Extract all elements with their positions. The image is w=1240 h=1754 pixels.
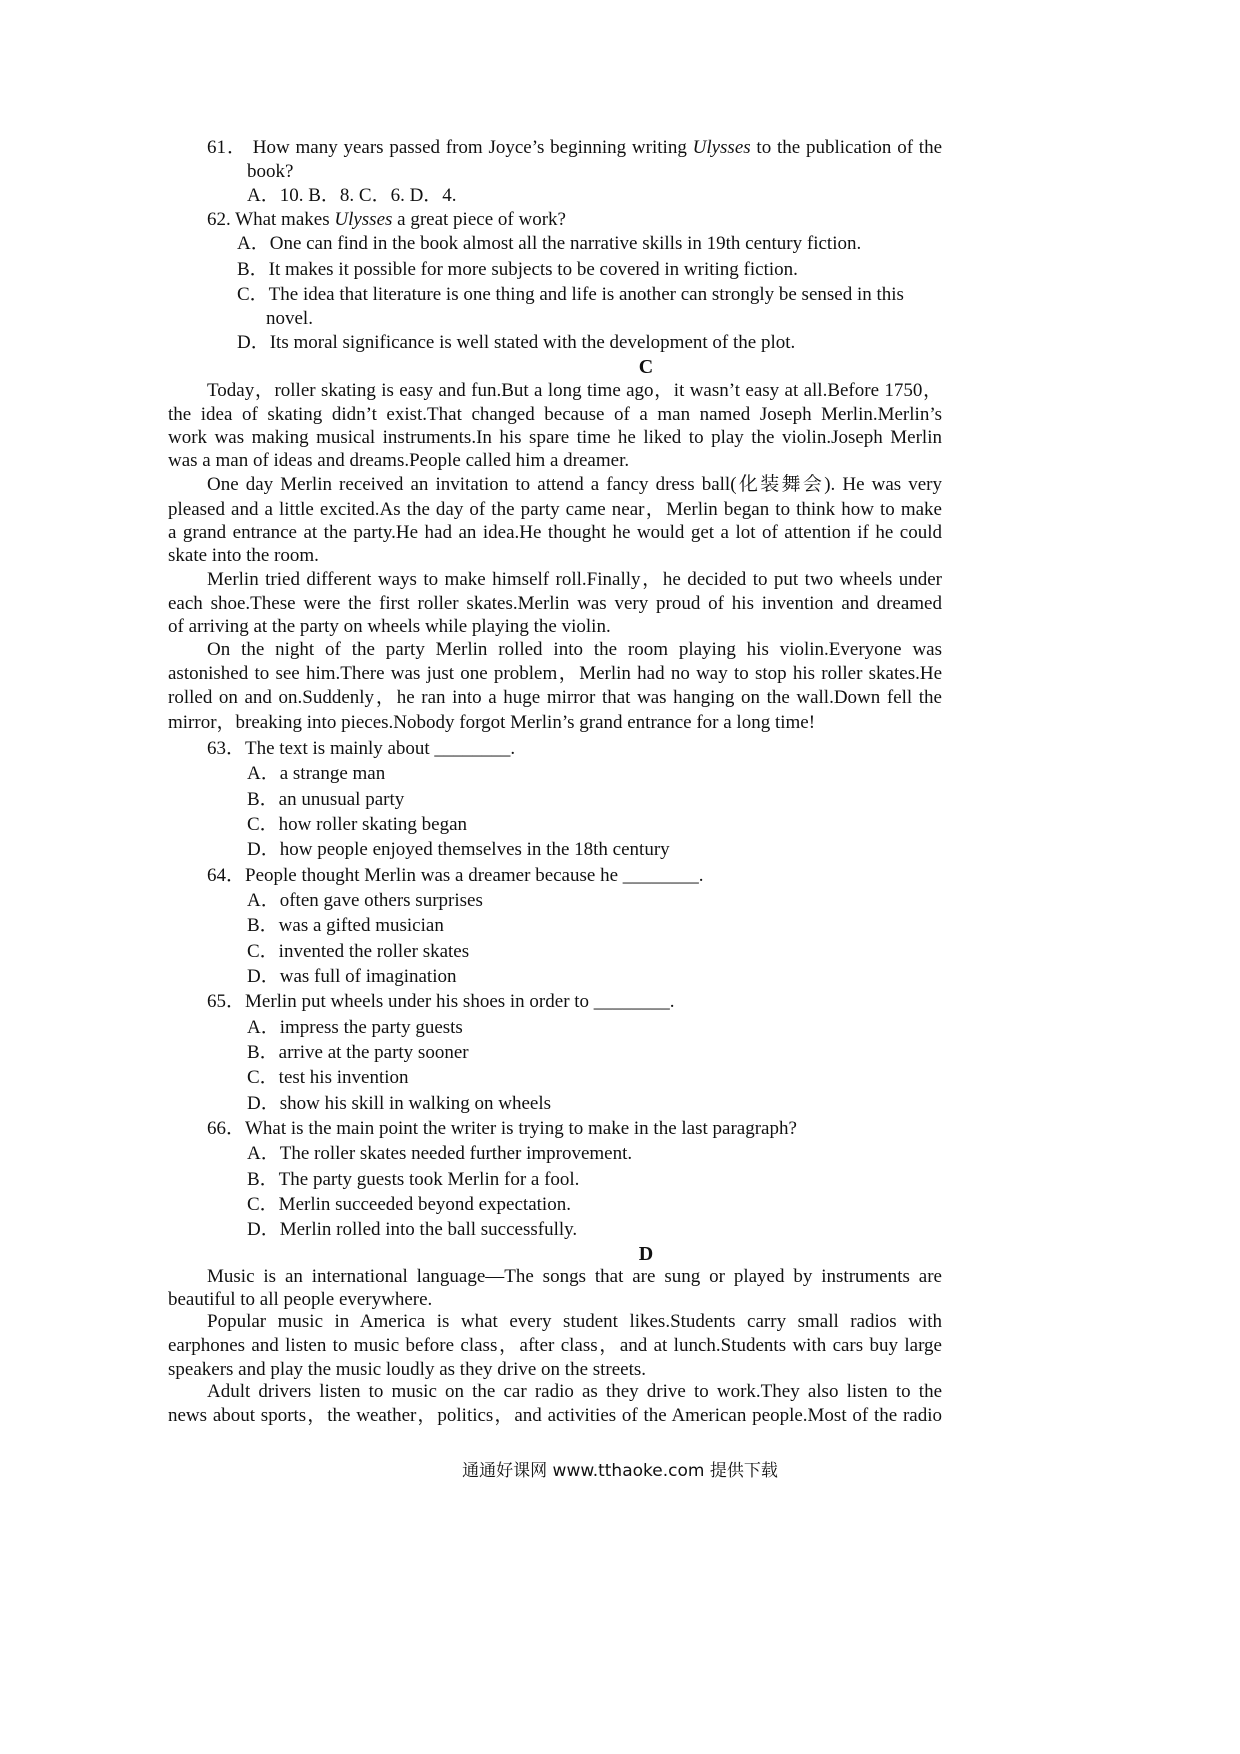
q61-stem-line2: book?: [247, 161, 294, 182]
section-d-p2-line3: speakers and play the music loudly as they drive on the streets.: [168, 1359, 647, 1380]
section-c-p4-line4: mirror，breaking into pieces.Nobody forgot Merlin’s grand entrance for a long time!: [168, 712, 816, 733]
section-c-p1-line3: work was making musical instruments.In his spare time he liked to play the violin.Joseph Merlin: [168, 427, 942, 448]
q63-option-a: A．a strange man: [247, 763, 386, 784]
section-c-heading: C: [638, 356, 654, 378]
q62-option-c-line1: C．The idea that literature is one thing and life is another can strongly be sensed in this: [237, 284, 904, 305]
q61-options: A．10. B．8. C．6. D．4.: [247, 185, 457, 206]
section-c-p4-line2: astonished to see him.There was just one problem，Merlin had no way to stop his roller skates.He: [168, 663, 942, 684]
q65-option-a: A．impress the party guests: [247, 1017, 463, 1038]
q65-stem: 65．Merlin put wheels under his shoes in order to ________.: [207, 991, 675, 1012]
q62-option-a: A．One can find in the book almost all the narrative skills in 19th century fiction.: [237, 233, 862, 254]
section-c-p4-line3: rolled on and on.Suddenly，he ran into a huge mirror that was hanging on the wall.Down fell the: [168, 687, 942, 708]
q61-stem-line1: 61． How many years passed from Joyce’s beginning writing Ulysses to the publication of the: [207, 137, 943, 158]
section-d-p2-line1: Popular music in America is what every student likes.Students carry small radios with: [207, 1311, 942, 1332]
q63-option-b: B．an unusual party: [247, 789, 405, 810]
q63-option-d: D．how people enjoyed themselves in the 18th century: [247, 839, 670, 860]
q66-option-b: B．The party guests took Merlin for a fool.: [247, 1169, 580, 1190]
section-c-p1-line2: the idea of skating didn’t exist.That changed because of a man named Joseph Merlin.Merlin’s: [168, 404, 942, 425]
q63-stem: 63．The text is mainly about ________.: [207, 738, 516, 759]
section-c-p2-line1: One day Merlin received an invitation to attend a fancy dress ball(化装舞会). He was very: [207, 474, 942, 495]
section-d-p1-line2: beautiful to all people everywhere.: [168, 1289, 433, 1310]
q62-option-c-line2: novel.: [266, 308, 313, 329]
section-c-p1-line4: was a man of ideas and dreams.People called him a dreamer.: [168, 450, 630, 471]
q65-option-b: B．arrive at the party sooner: [247, 1042, 469, 1063]
q64-option-d: D．was full of imagination: [247, 966, 457, 987]
q64-option-a: A．often gave others surprises: [247, 890, 483, 911]
q65-option-d: D．show his skill in walking on wheels: [247, 1093, 551, 1114]
q66-option-c: C．Merlin succeeded beyond expectation.: [247, 1194, 571, 1215]
page-footer: 通通好课网 www.tthaoke.com 提供下载: [462, 1461, 778, 1481]
section-d-heading: D: [638, 1243, 654, 1265]
q62-stem: 62. What makes Ulysses a great piece of work?: [207, 209, 566, 230]
q64-option-b: B．was a gifted musician: [247, 915, 444, 936]
q62-option-d: D．Its moral significance is well stated with the development of the plot.: [237, 332, 796, 353]
q65-option-c: C．test his invention: [247, 1067, 409, 1088]
section-c-p1-line1: Today，roller skating is easy and fun.But a long time ago，it wasn’t easy at all.Before 1750，: [207, 380, 942, 401]
section-c-p2-line3: a grand entrance at the party.He had an idea.He thought he would get a lot of attention if he could: [168, 522, 942, 543]
q64-stem: 64．People thought Merlin was a dreamer because he ________.: [207, 865, 704, 886]
q64-option-c: C．invented the roller skates: [247, 941, 470, 962]
section-c-p3-line3: of arriving at the party on wheels while playing the violin.: [168, 616, 611, 637]
q66-option-a: A．The roller skates needed further improvement.: [247, 1143, 633, 1164]
section-d-p1-line1: Music is an international language—The songs that are sung or played by instruments are: [207, 1266, 942, 1287]
q62-option-b: B．It makes it possible for more subjects to be covered in writing fiction.: [237, 259, 798, 280]
section-d-p3-line1: Adult drivers listen to music on the car radio as they drive to work.They also listen to the: [207, 1381, 942, 1402]
section-c-p4-line1: On the night of the party Merlin rolled into the room playing his violin.Everyone was: [207, 639, 942, 660]
q66-stem: 66．What is the main point the writer is trying to make in the last paragraph?: [207, 1118, 797, 1139]
section-c-p2-line2: pleased and a little excited.As the day of the party came near，Merlin began to think how to make: [168, 499, 942, 520]
section-d-p2-line2: earphones and listen to music before class，after class，and at lunch.Students with cars buy large: [168, 1335, 942, 1356]
section-c-p2-line4: skate into the room.: [168, 545, 319, 566]
section-c-p3-line1: Merlin tried different ways to make himself roll.Finally，he decided to put two wheels under: [207, 569, 942, 590]
q66-option-d: D．Merlin rolled into the ball successfully.: [247, 1219, 578, 1240]
q63-option-c: C．how roller skating began: [247, 814, 468, 835]
section-d-p3-line2: news about sports，the weather，politics，and activities of the American people.Most of the radio: [168, 1405, 942, 1426]
section-c-p3-line2: each shoe.These were the first roller skates.Merlin was very proud of his invention and dreamed: [168, 593, 942, 614]
